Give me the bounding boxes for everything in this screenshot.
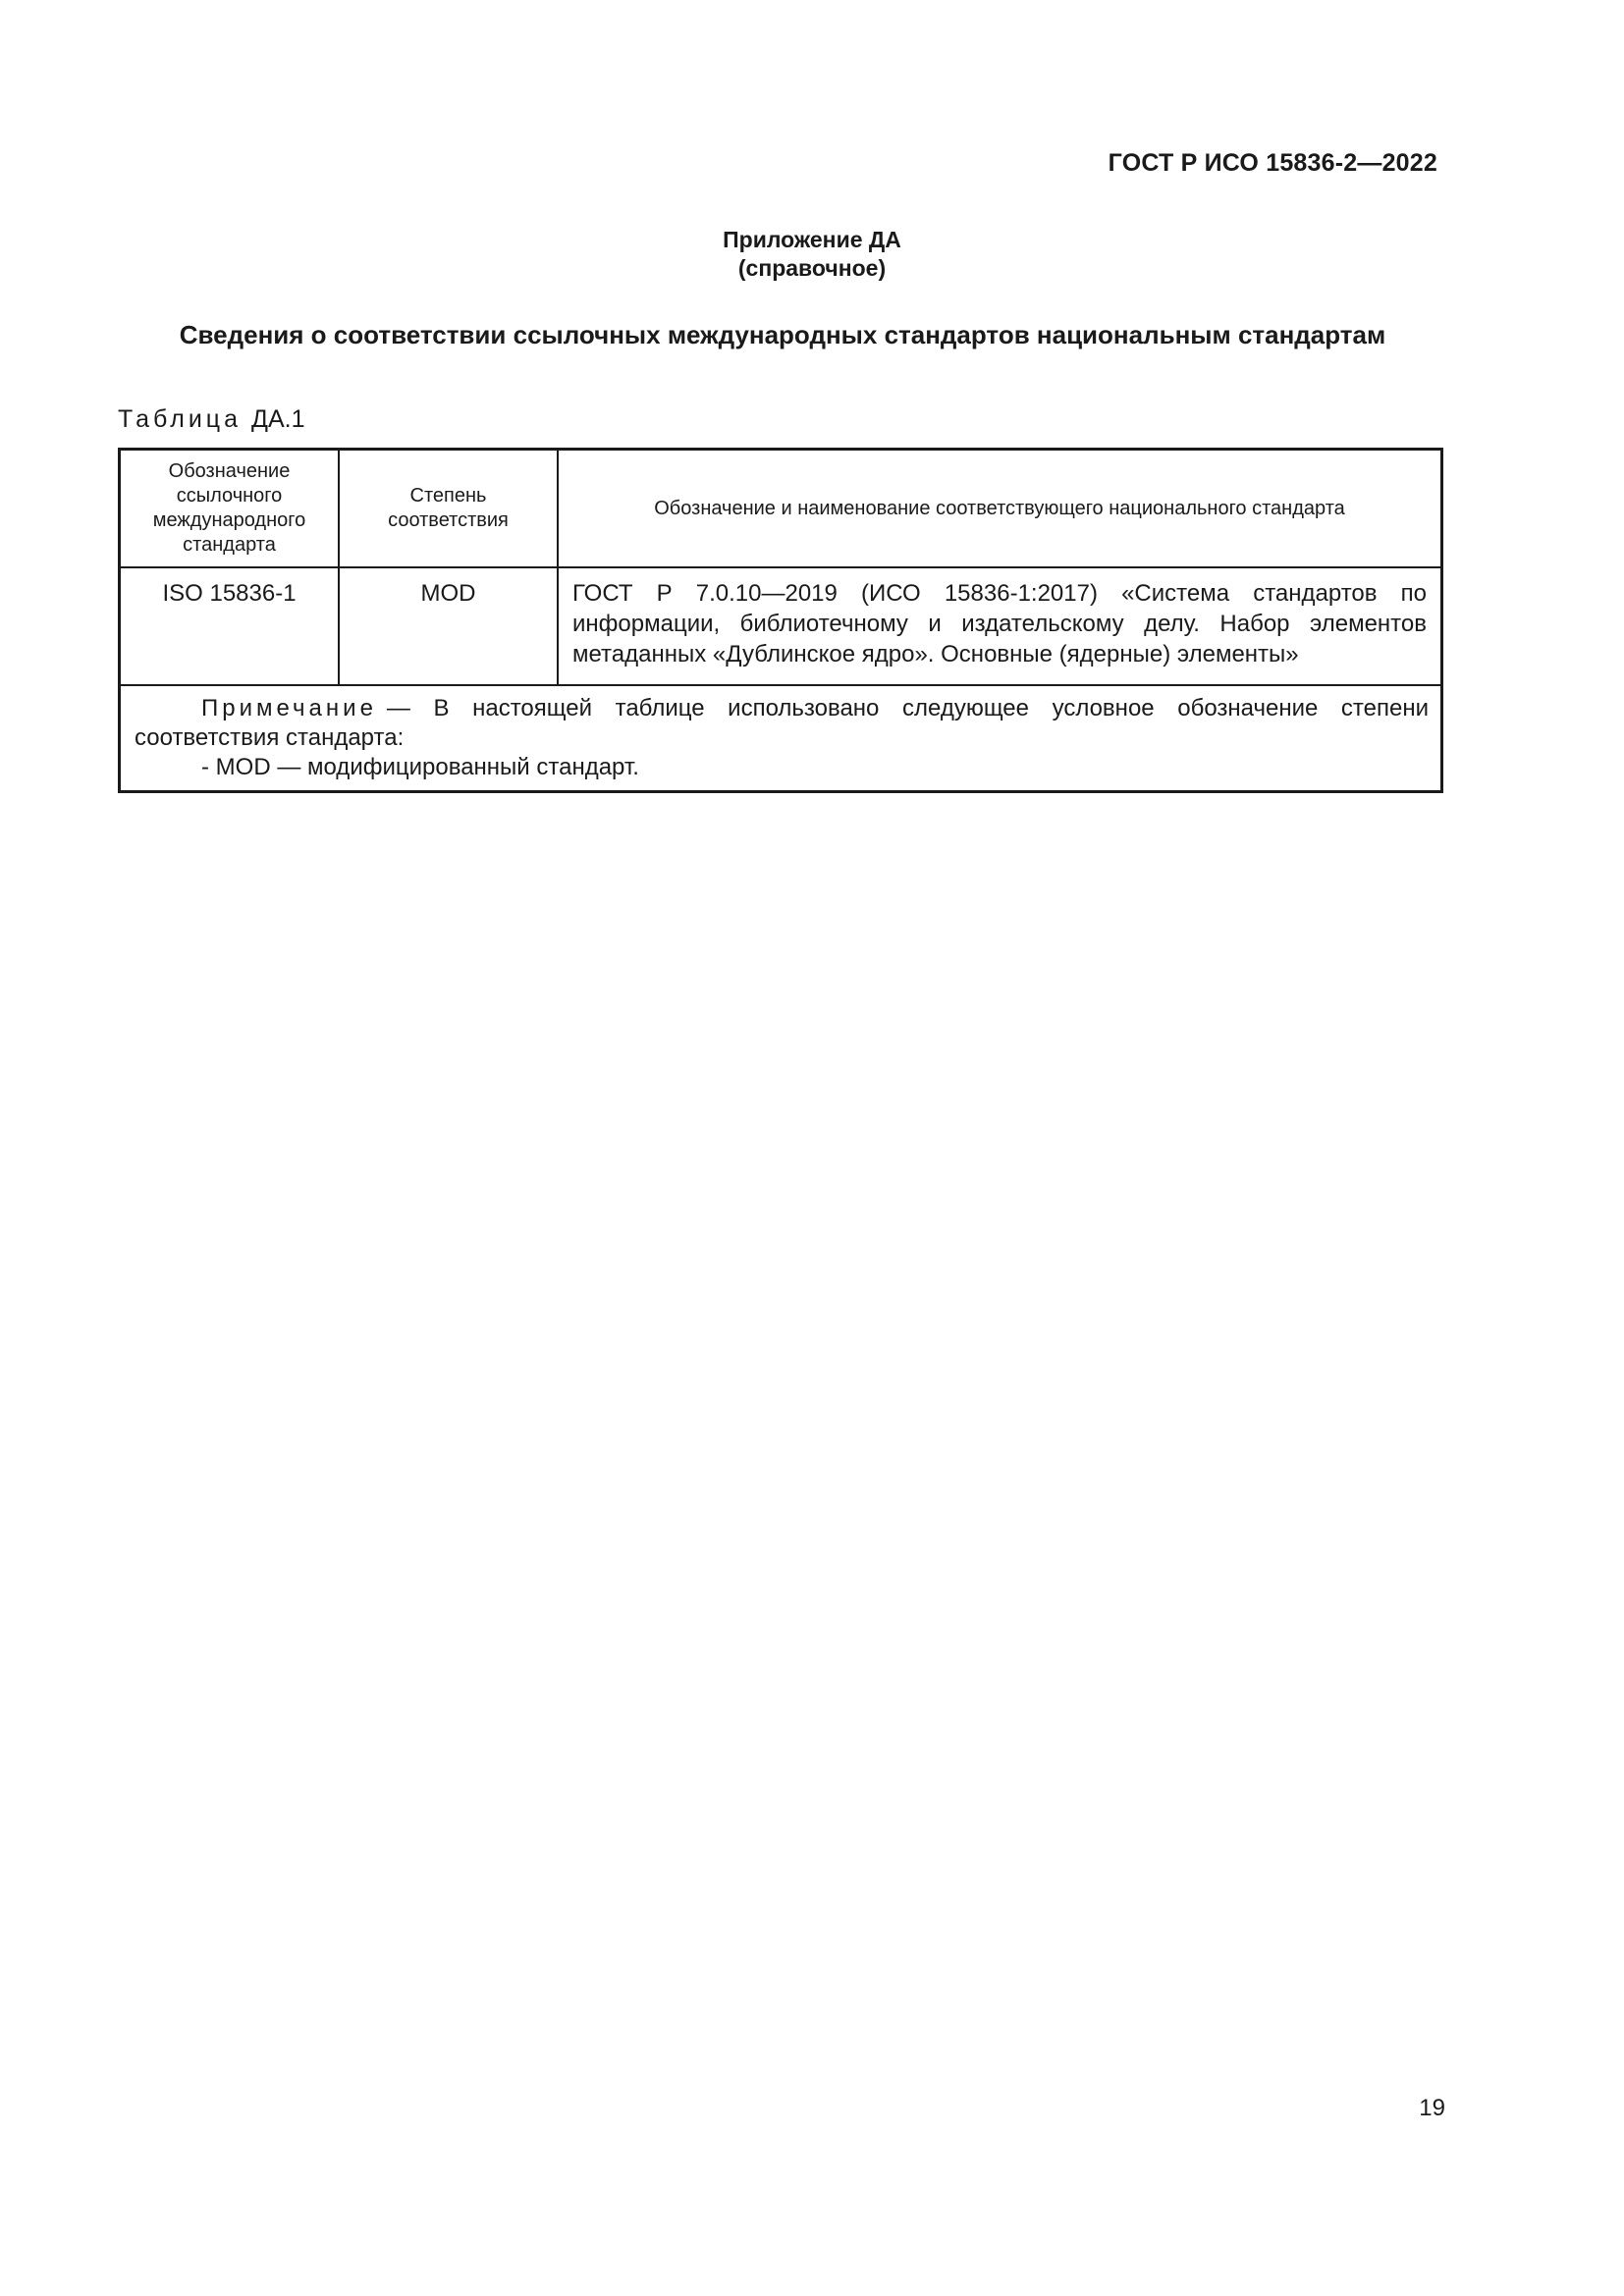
table-header-row [120, 450, 1442, 568]
page-number: 19 [1419, 2095, 1445, 2121]
note-label: Примечание [201, 695, 377, 721]
section-heading: Сведения о соответствии ссылочных международных стандартов национальным стандартам [179, 320, 1386, 349]
cell-national-standard: ГОСТ Р 7.0.10—2019 (ИСО 15836-1:2017) «Система стандартов по информации, библиотечному и издательскому делу. Набор элементов метаданных «Дублинское ядро». Основные (ядерные) элементы» [558, 567, 1442, 685]
appendix-title: Приложение ДА [723, 227, 901, 252]
table-note [120, 685, 1442, 792]
table-caption-number: ДА.1 [251, 405, 305, 433]
appendix-subtitle: (справочное) [737, 255, 887, 281]
table-note-row [120, 685, 1442, 792]
document-code: ГОСТ Р ИСО 15836-2—2022 [1108, 149, 1437, 177]
note-item: - MOD — модифицированный стандарт. [201, 754, 639, 780]
appendix-block [0, 226, 1624, 283]
column-header-degree: Степень соответствия [339, 450, 558, 568]
cell-designation: ISO 15836-1 [120, 567, 340, 685]
column-header-national-standard: Обозначение и наименование соответствующего национального стандарта [558, 450, 1442, 568]
table-row [120, 567, 1442, 685]
correspondence-table [118, 448, 1443, 793]
cell-degree: MOD [339, 567, 558, 685]
note-text-block [135, 694, 1429, 753]
note-text: — В настоящей таблице использовано следующее условное обозначение степени соответствия стандарта: [135, 695, 1429, 751]
column-header-designation: Обозначение ссылочного международного стандарта [120, 450, 340, 568]
table-caption-word: Таблица [118, 405, 243, 433]
table-caption [118, 405, 305, 434]
